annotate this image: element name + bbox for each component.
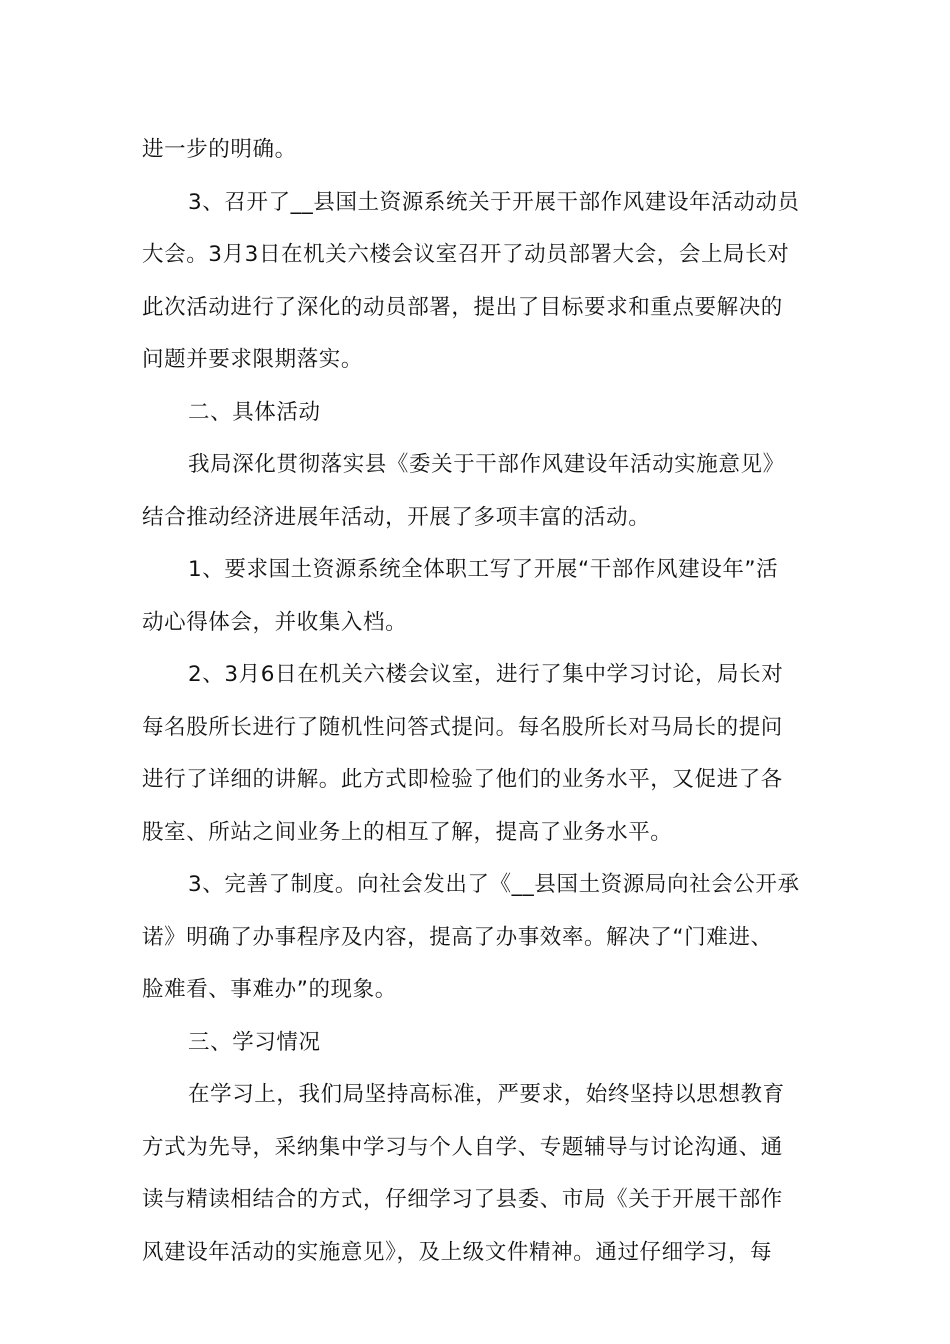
text-line: 动心得体会，并收集入档。 bbox=[142, 609, 408, 635]
text-line: 读与精读相结合的方式，仔细学习了县委、市局《关于开展干部作 bbox=[142, 1187, 783, 1212]
text-line: 方式为先导，采纳集中学习与个人自学、专题辅导与讨论沟通、通 bbox=[142, 1134, 783, 1160]
text-line: 三、学习情况 bbox=[188, 1029, 321, 1055]
text-line: 大会。3月3日在机关六楼会议室召开了动员部署大会，会上局长对 bbox=[142, 242, 790, 267]
text-line: 进一步的明确。 bbox=[142, 137, 297, 162]
text-line: 3、召开了__县国土资源系统关于开展干部作风建设年活动动员 bbox=[188, 189, 800, 215]
text-line: 诺》明确了办事程序及内容，提高了办事效率。解决了“门难进、 bbox=[142, 924, 773, 950]
text-line: 3、完善了制度。向社会发出了《__县国土资源局向社会公开承 bbox=[188, 872, 800, 897]
text-line: 1、要求国土资源系统全体职工写了开展“干部作风建设年”活 bbox=[188, 557, 779, 582]
text-line: 在学习上，我们局坚持高标准，严要求，始终坚持以思想教育 bbox=[188, 1082, 785, 1107]
text-line: 脸难看、事难办”的现象。 bbox=[142, 977, 397, 1002]
text-line: 问题并要求限期落实。 bbox=[142, 347, 364, 372]
document-body bbox=[142, 124, 812, 1279]
text-line: 进行了详细的讲解。此方式即检验了他们的业务水平，又促进了各 bbox=[142, 767, 783, 792]
text-line: 结合推动经济进展年活动，开展了多项丰富的活动。 bbox=[142, 504, 651, 530]
text-line: 我局深化贯彻落实县《委关于干部作风建设年活动实施意见》 bbox=[188, 452, 785, 477]
text-line: 二、具体活动 bbox=[188, 399, 321, 425]
text-line: 此次活动进行了深化的动员部署，提出了目标要求和重点要解决的 bbox=[142, 294, 783, 320]
text-line: 股室、所站之间业务上的相互了解，提高了业务水平。 bbox=[142, 819, 673, 845]
text-line: 2、3月6日在机关六楼会议室，进行了集中学习讨论，局长对 bbox=[188, 662, 784, 687]
text-line: 风建设年活动的实施意见》，及上级文件精神。通过仔细学习，每 bbox=[142, 1239, 773, 1265]
text-line: 每名股所长进行了随机性问答式提问。每名股所长对马局长的提问 bbox=[142, 714, 783, 740]
